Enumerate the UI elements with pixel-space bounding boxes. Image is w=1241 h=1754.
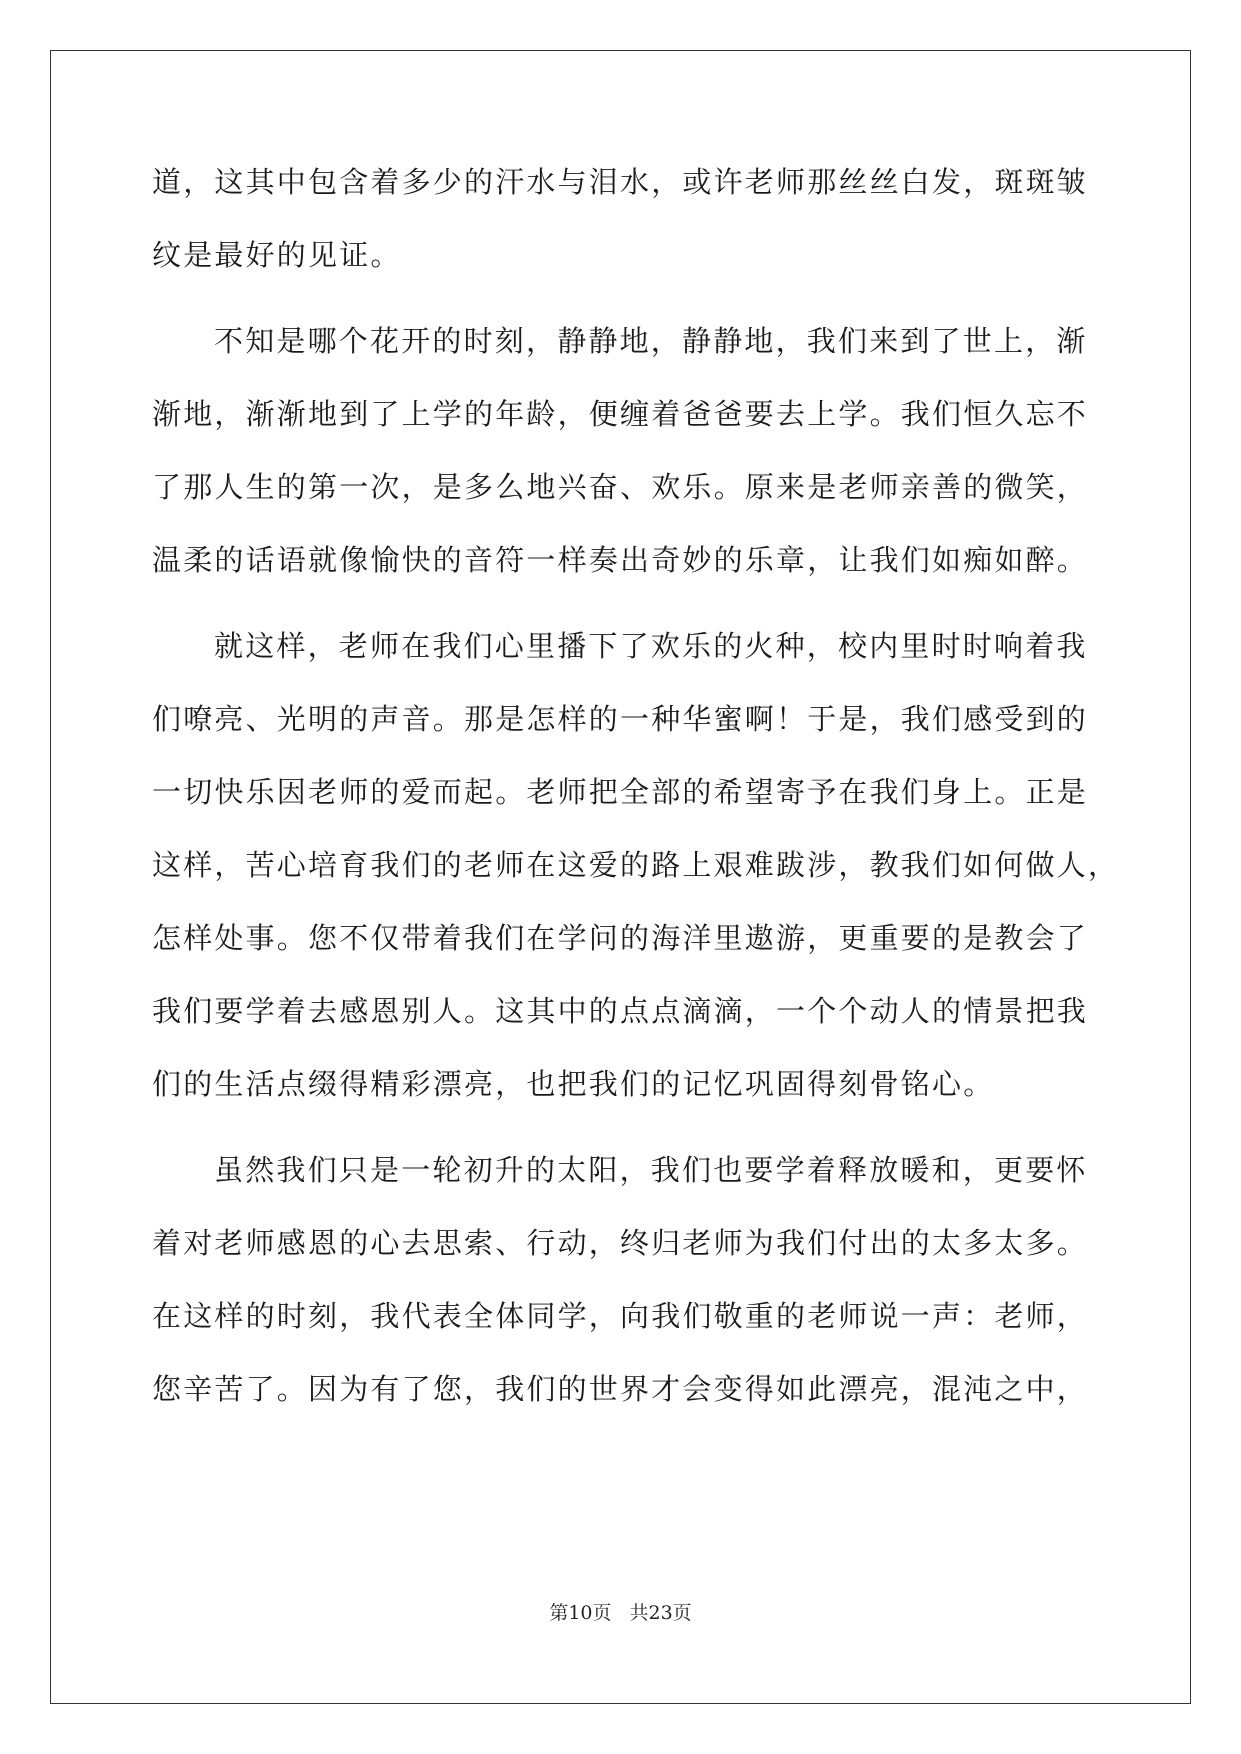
text-line: 道，这其中包含着多少的汗水与泪水，或许老师那丝丝白发，斑斑皱 bbox=[152, 165, 1089, 199]
paragraph-start-line: 虽然我们只是一轮初升的太阳，我们也要学着释放暖和，更要怀 bbox=[214, 1153, 1088, 1187]
page-total: 共23页 bbox=[629, 1602, 692, 1624]
text-line: 渐地，渐渐地到了上学的年龄，便缠着爸爸要去上学。我们恒久忘不 bbox=[152, 397, 1089, 431]
paragraph-start-line: 不知是哪个花开的时刻，静静地，静静地，我们来到了世上，渐 bbox=[214, 324, 1088, 358]
text-line: 温柔的话语就像愉快的音符一样奏出奇妙的乐章，让我们如痴如醉。 bbox=[152, 543, 1089, 577]
text-line: 我们要学着去感恩别人。这其中的点点滴滴，一个个动人的情景把我 bbox=[152, 994, 1089, 1028]
page-number: 第10页 bbox=[549, 1602, 612, 1624]
text-line: 一切快乐因老师的爱而起。老师把全部的希望寄予在我们身上。正是 bbox=[152, 775, 1089, 809]
text-line: 怎样处事。您不仅带着我们在学问的海洋里遨游，更重要的是教会了 bbox=[152, 921, 1089, 955]
text-line: 们嘹亮、光明的声音。那是怎样的一种华蜜啊！于是，我们感受到的 bbox=[152, 702, 1089, 736]
text-line: 这样，苦心培育我们的老师在这爱的路上艰难跋涉，教我们如何做人， bbox=[152, 848, 1120, 882]
page-footer bbox=[0, 1598, 1241, 1625]
text-line: 着对老师感恩的心去思索、行动，终归老师为我们付出的太多太多。 bbox=[152, 1226, 1089, 1260]
text-line: 们的生活点缀得精彩漂亮，也把我们的记忆巩固得刻骨铭心。 bbox=[152, 1067, 995, 1101]
text-line: 了那人生的第一次，是多么地兴奋、欢乐。原来是老师亲善的微笑， bbox=[152, 470, 1089, 504]
paragraph-start-line: 就这样，老师在我们心里播下了欢乐的火种，校内里时时响着我 bbox=[214, 629, 1088, 663]
text-line: 纹是最好的见证。 bbox=[152, 238, 402, 272]
text-line: 在这样的时刻，我代表全体同学，向我们敬重的老师说一声：老师， bbox=[152, 1299, 1089, 1333]
text-line: 您辛苦了。因为有了您，我们的世界才会变得如此漂亮，混沌之中， bbox=[152, 1372, 1089, 1406]
